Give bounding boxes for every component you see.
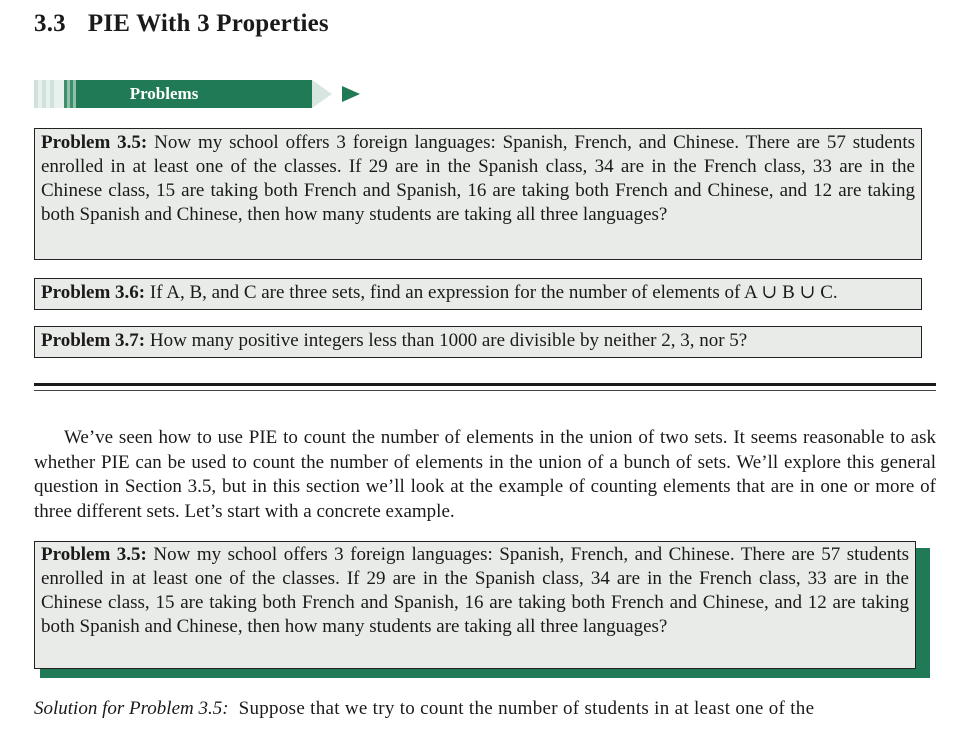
problem-box-3-5 — [34, 128, 922, 260]
pencil-eraser-icon — [34, 80, 64, 108]
featured-problem-box — [34, 541, 916, 669]
section-number: 3.3 — [34, 10, 66, 37]
solution-line — [34, 697, 936, 721]
problem-text: How many positive integers less than 1000 are divisible by neither 2, 3, nor 5? — [149, 330, 748, 351]
problem-box-3-7 — [34, 326, 922, 358]
problem-label: Problem 3.7: — [41, 330, 146, 351]
pencil-band-icon — [64, 80, 76, 108]
problem-box-3-6 — [34, 278, 922, 310]
problem-label: Problem 3.5: — [41, 132, 148, 153]
problems-banner — [34, 80, 326, 108]
section-heading — [34, 10, 329, 38]
featured-problem-text: Now my school offers 3 foreign languages: Spanish, French, and Chinese. There are 57 students enrolled in at least one of the classes. If 29 are in the Spanish class, 34 are in the French class, 33 are in the Chinese class, 15 are taking both French and Spanish, 16 are taking both French and Chinese, and 12 are taking both Spanish and Chinese, then how many students are taking all three languages? — [41, 544, 909, 637]
problem-text: Now my school offers 3 foreign languages: Spanish, French, and Chinese. There are 57 students enrolled in at least one of the classes. If 29 are in the Spanish class, 34 are in the French class, 33 are in the Chinese class, 15 are taking both French and Spanish, 16 are taking both French and Chinese, and 12 are taking both Spanish and Chinese, then how many students are taking all three languages? — [41, 132, 915, 225]
divider-thick — [34, 383, 936, 386]
pencil-tip-icon — [312, 80, 332, 108]
featured-problem-label: Problem 3.5: — [41, 544, 147, 565]
section-title: PIE With 3 Properties — [87, 10, 329, 37]
solution-lead-in: Solution for Problem 3.5: — [34, 698, 229, 719]
problems-banner-label: Problems — [129, 84, 199, 103]
intro-paragraph: We’ve seen how to use PIE to count the number of elements in the union of two sets. It seems reasonable to ask whether PIE can be used to count the number of elements in the union of a bunch of sets. We’ll explore this general question in Section 3.5, but in this section we’ll look at the example of counting elements that are in one or more of three different sets. Let’s start with a concrete example. — [34, 427, 936, 522]
solution-text: Suppose that we try to count the number of students in at least one of the — [238, 698, 815, 719]
problem-label: Problem 3.6: — [41, 282, 146, 303]
problem-text: If A, B, and C are three sets, find an expression for the number of elements of A ∪ B ∪ C. — [149, 282, 838, 303]
divider-thin — [34, 390, 936, 391]
pencil-lead-icon — [342, 86, 360, 102]
